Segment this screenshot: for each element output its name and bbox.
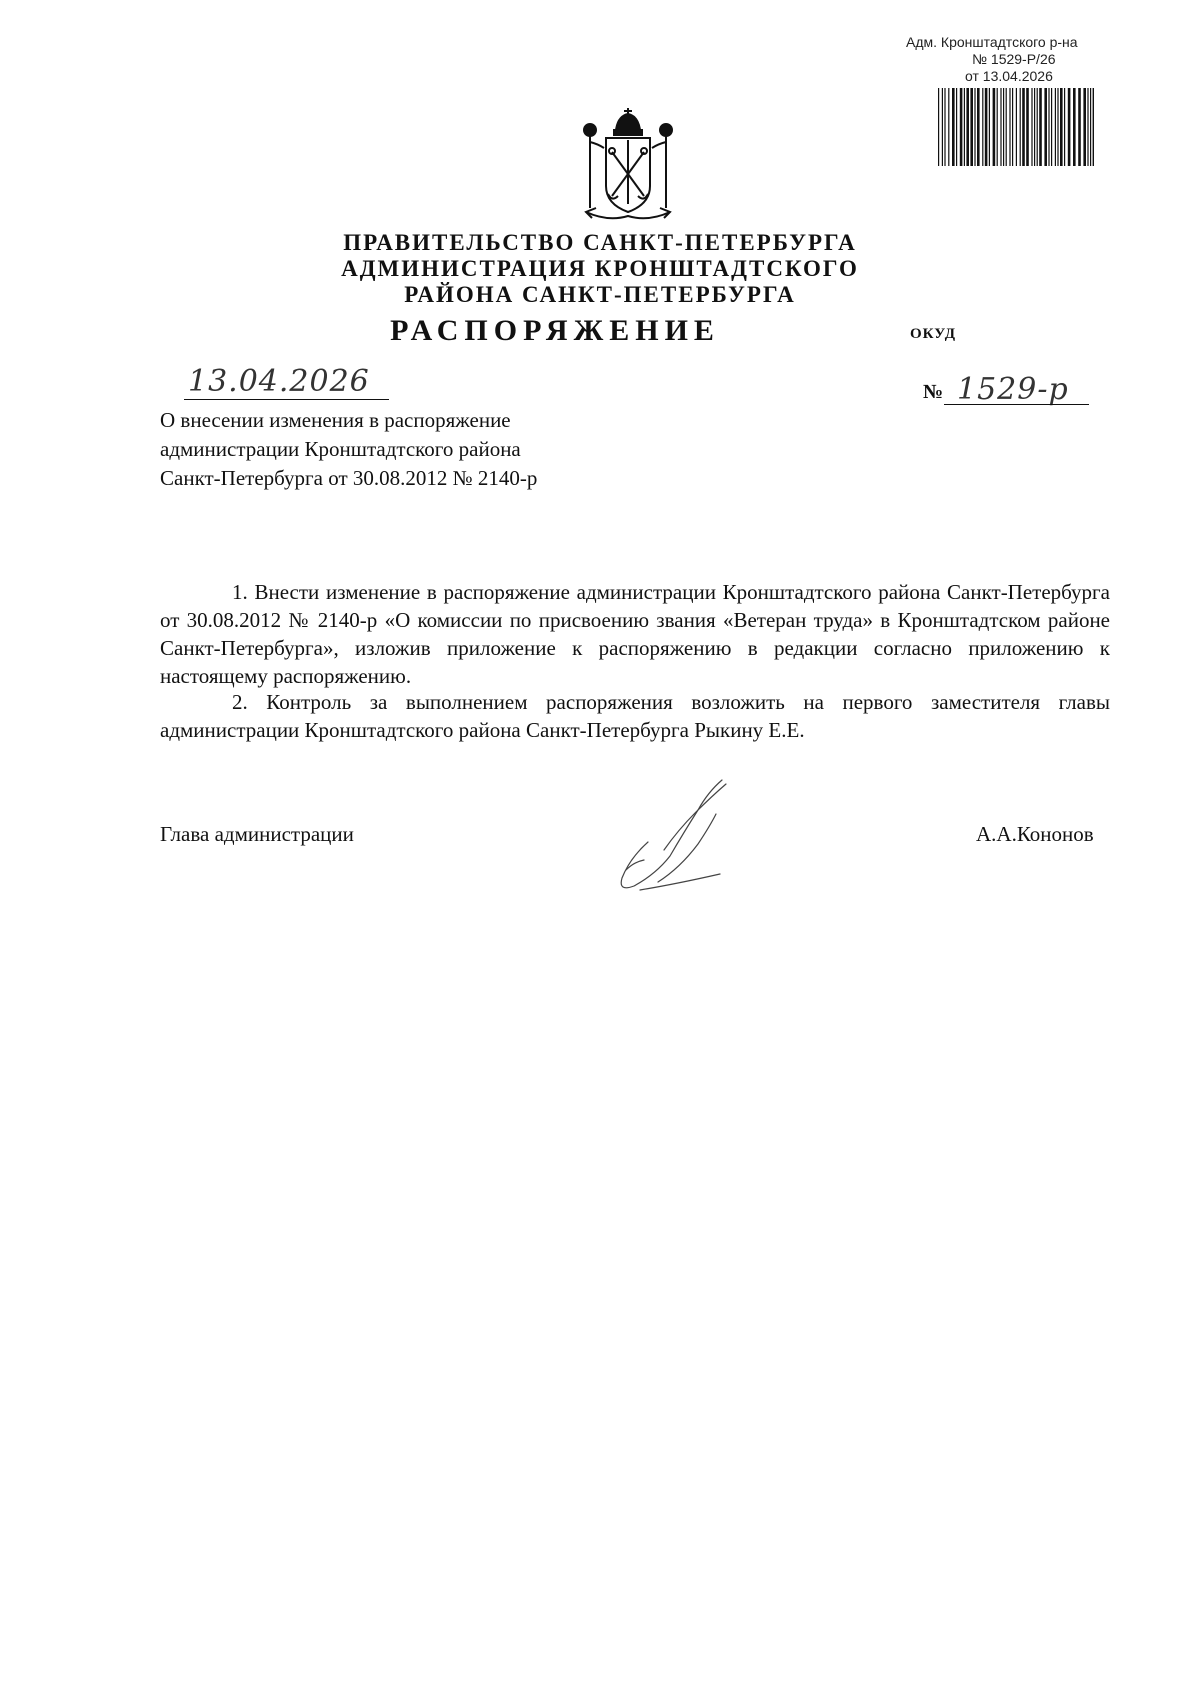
handwritten-number: 1529-р — [957, 372, 1069, 407]
subject-line-2: администрации Кронштадтского района — [160, 437, 521, 461]
subject-line-1: О внесении изменения в распоряжение — [160, 408, 511, 432]
barcode — [938, 88, 1094, 166]
number-underline — [944, 404, 1089, 405]
administration-title: АДМИНИСТРАЦИЯ КРОНШТАДТСКОГО — [341, 256, 859, 281]
handwritten-date: 13.04.2026 — [188, 364, 370, 399]
date-underline — [184, 399, 389, 400]
signatory-position: Глава администрации — [160, 822, 354, 846]
administration-title-continued: РАЙОНА САНКТ-ПЕТЕРБУРГА — [404, 282, 796, 307]
body-paragraph-2: 2. Контроль за выполнением распоряжения возложить на первого заместителя главы администрации Кронштадтского района Санкт-Петербурга Рыкину Е.Е. — [160, 690, 1110, 742]
signatory-name: А.А.Кононов — [976, 822, 1094, 846]
stamp-number: № 1529-Р/26 — [972, 51, 1056, 67]
okud-label: ОКУД — [910, 326, 957, 342]
handwritten-signature — [600, 770, 760, 910]
document-type-title: РАСПОРЯЖЕНИЕ — [390, 314, 720, 347]
subject-line-3: Санкт-Петербурга от 30.08.2012 № 2140-р — [160, 466, 538, 490]
stamp-date: от 13.04.2026 — [965, 68, 1053, 84]
number-label: № — [923, 381, 944, 403]
stamp-organization: Адм. Кронштадтского р-на — [906, 34, 1078, 50]
coat-of-arms-emblem — [578, 108, 678, 224]
body-paragraph-1: 1. Внести изменение в распоряжение администрации Кронштадтского района Санкт-Петербурга от 30.08.2012 № 2140-р «О комиссии по присвоению звания «Ветеран труда» в Кронштадтском районе Санкт-Петербурга», изложив приложение к распоряжению в редакции согласно приложению к настоящему распоряжению. — [160, 580, 1110, 688]
government-title: ПРАВИТЕЛЬСТВО САНКТ-ПЕТЕРБУРГА — [343, 230, 857, 255]
